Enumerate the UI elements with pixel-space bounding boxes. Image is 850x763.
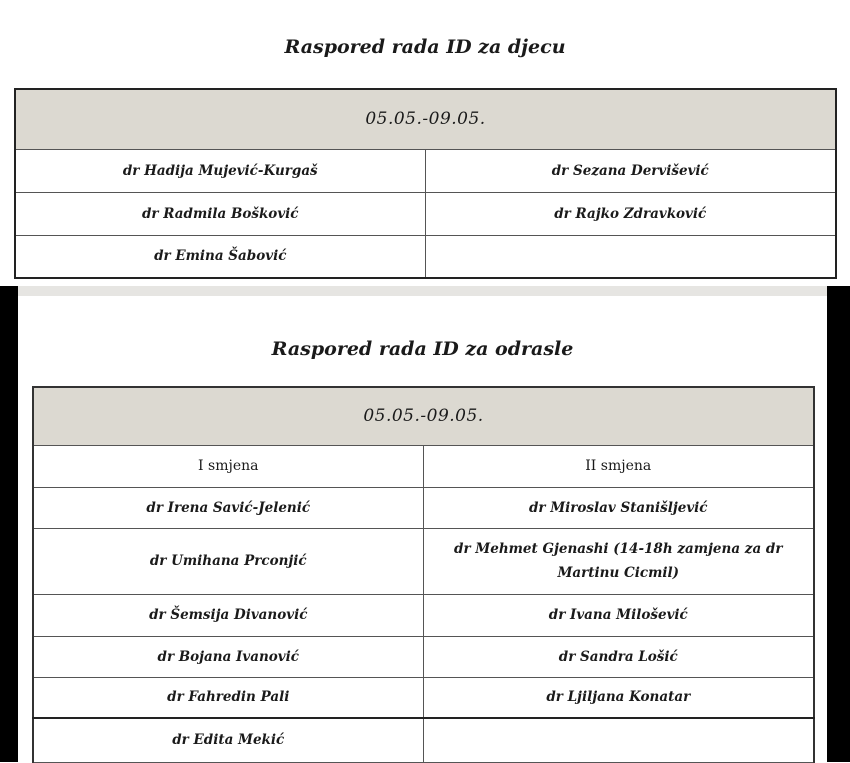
doctor-cell: dr Mehmet Gjenashi (14-18h zamjena za dr Martinu Cicmil) [423,528,814,594]
doctor-cell: dr Rajko Zdravković [425,192,836,235]
date-row [15,89,836,149]
table-row [15,192,836,235]
divider [18,286,827,296]
table-row [33,487,814,528]
doctor-cell: dr Fahredin Pali [33,677,423,718]
column-header-first-shift: I smjena [33,445,423,487]
doctor-cell: dr Bojana Ivanović [33,636,423,677]
children-schedule-title: Raspored rada ID za djecu [284,36,566,58]
header-row [33,445,814,487]
children-schedule-section [0,0,850,286]
doctor-cell: dr Miroslav Stanišljević [423,487,814,528]
adults-schedule-frame [0,286,850,762]
doctor-cell [423,718,814,762]
column-header-second-shift: II smjena [423,445,814,487]
table-row [15,149,836,192]
doctor-cell [425,235,836,278]
table-row [33,718,814,762]
children-schedule-table [14,88,837,279]
table-row [33,677,814,718]
date-range-cell: 05.05.-09.05. [15,89,836,149]
doctor-cell: dr Šemsija Divanović [33,594,423,636]
doctor-cell: dr Umihana Prconjić [33,528,423,594]
doctor-cell: dr Ivana Milošević [423,594,814,636]
doctor-cell: dr Sandra Lošić [423,636,814,677]
doctor-cell: dr Sezana Dervišević [425,149,836,192]
doctor-cell: dr Emina Šabović [15,235,425,278]
table-row [15,235,836,278]
table-row [33,594,814,636]
doctor-cell: dr Edita Mekić [33,718,423,762]
doctor-cell: dr Hadija Mujević-Kurgaš [15,149,425,192]
adults-schedule-title: Raspored rada ID za odrasle [271,338,574,360]
doctor-cell: dr Irena Savić-Jelenić [33,487,423,528]
date-row [33,387,814,445]
doctor-cell: dr Radmila Bošković [15,192,425,235]
adults-schedule-table [32,386,815,763]
table-row [33,636,814,677]
adults-schedule-section [18,286,827,762]
doctor-cell: dr Ljiljana Konatar [423,677,814,718]
table-row [33,528,814,594]
date-range-cell: 05.05.-09.05. [33,387,814,445]
